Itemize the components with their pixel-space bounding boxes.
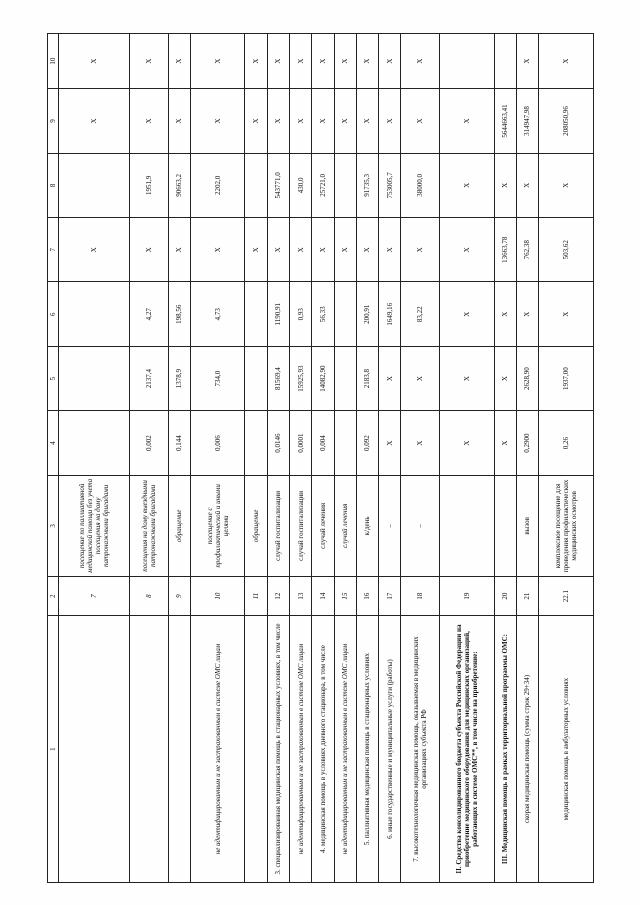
table-row [190, 34, 245, 883]
unit-cell: посещение с профилактической и иными целями [190, 475, 245, 576]
value-cell: 503,62 [539, 218, 594, 282]
unit-cell: случай лечения [312, 475, 334, 576]
value-cell: X [401, 218, 440, 282]
value-cell [334, 411, 356, 475]
header-cell: 9 [48, 89, 59, 153]
value-cell: 0,002 [130, 411, 169, 475]
unit-cell: – [379, 475, 401, 576]
value-cell: X [439, 346, 494, 410]
row-number-cell: 22.1 [539, 577, 594, 616]
value-cell: X [334, 34, 356, 89]
value-cell: 4,73 [190, 282, 245, 346]
budget-table [47, 33, 594, 883]
value-cell: 0,0146 [267, 411, 289, 475]
rotated-table-container [47, 33, 594, 883]
value-cell: X [334, 89, 356, 153]
value-cell: 5644663,41 [494, 89, 516, 153]
value-cell: 2137,4 [130, 346, 169, 410]
row-number-cell: 19 [439, 577, 494, 616]
value-cell: X [516, 282, 538, 346]
value-cell: X [59, 89, 130, 153]
value-cell: X [516, 34, 538, 89]
value-cell: X [494, 282, 516, 346]
value-cell: 38000,0 [401, 153, 440, 217]
value-cell [334, 153, 356, 217]
value-cell: X [245, 218, 267, 282]
row-name-cell: не идентифицированным и не застрахованным в системе ОМС лицам [334, 616, 356, 883]
value-cell: 1378,9 [168, 346, 190, 410]
unit-cell: обращение [245, 475, 267, 576]
value-cell [245, 282, 267, 346]
table-row [401, 34, 440, 883]
row-number-cell: 18 [401, 577, 440, 616]
value-cell: X [267, 89, 289, 153]
row-number-cell: 14 [312, 577, 334, 616]
value-cell: X [401, 89, 440, 153]
value-cell: 314947,98 [516, 89, 538, 153]
row-number-cell: 8 [130, 577, 169, 616]
row-number-cell: 13 [290, 577, 312, 616]
header-cell: 5 [48, 346, 59, 410]
unit-cell: обращение [168, 475, 190, 576]
row-name-cell: не идентифицированным и не застрахованным в системе ОМС лицам [190, 616, 245, 883]
header-row [48, 34, 59, 883]
table-row [267, 34, 289, 883]
row-number-cell: 7 [59, 577, 130, 616]
value-cell [245, 411, 267, 475]
unit-cell: вызов [516, 475, 538, 576]
value-cell: X [401, 411, 440, 475]
value-cell: 14082,90 [312, 346, 334, 410]
value-cell [59, 282, 130, 346]
row-name-cell: 3. специализированная медицинская помощь в стационарных условиях, в том числе [267, 616, 289, 883]
value-cell: X [494, 411, 516, 475]
value-cell: X [356, 34, 378, 89]
value-cell: 0,2900 [516, 411, 538, 475]
value-cell: X [379, 346, 401, 410]
value-cell: 200,91 [356, 282, 378, 346]
row-name-cell [59, 616, 130, 883]
header-cell: 10 [48, 34, 59, 89]
value-cell: 15925,93 [290, 346, 312, 410]
value-cell: X [401, 346, 440, 410]
value-cell [334, 282, 356, 346]
row-name-cell: медицинская помощь в амбулаторных условиях [539, 616, 594, 883]
value-cell: X [290, 89, 312, 153]
value-cell: X [379, 411, 401, 475]
table-row [334, 34, 356, 883]
table-row [290, 34, 312, 883]
value-cell: X [168, 218, 190, 282]
table-row [379, 34, 401, 883]
value-cell: X [312, 218, 334, 282]
table-row [539, 34, 594, 883]
row-name-cell [245, 616, 267, 883]
value-cell: X [130, 218, 169, 282]
value-cell: X [379, 34, 401, 89]
row-name-cell: 5. паллиативная медицинская помощь в стационарных условиях [356, 616, 378, 883]
value-cell: 430,0 [290, 153, 312, 217]
unit-cell: комплексное посещение для проведения профилактических медицинских осмотров [539, 475, 594, 576]
unit-cell: случай лечения [334, 475, 356, 576]
row-number-cell: 15 [334, 577, 356, 616]
value-cell: X [59, 34, 130, 89]
row-number-cell: 16 [356, 577, 378, 616]
value-cell: X [439, 218, 494, 282]
table-row [168, 34, 190, 883]
value-cell: 543771,0 [267, 153, 289, 217]
unit-cell: посещения на дому выездными патронажными бригадами [130, 475, 169, 576]
value-cell: X [439, 89, 494, 153]
value-cell: 0,0001 [290, 411, 312, 475]
value-cell: 0,004 [312, 411, 334, 475]
table-row [439, 34, 494, 883]
value-cell: X [439, 282, 494, 346]
value-cell: X [539, 34, 594, 89]
table-row [130, 34, 169, 883]
value-cell: 1649,16 [379, 282, 401, 346]
value-cell: X [245, 34, 267, 89]
value-cell [439, 34, 494, 89]
row-number-cell: 10 [190, 577, 245, 616]
value-cell: X [379, 89, 401, 153]
value-cell: X [245, 89, 267, 153]
value-cell: X [494, 346, 516, 410]
row-name-cell: скорая медицинская помощь (сумма строк 29+34) [516, 616, 538, 883]
value-cell: 753005,7 [379, 153, 401, 217]
table-body [59, 34, 594, 883]
value-cell [59, 411, 130, 475]
value-cell: 198,56 [168, 282, 190, 346]
value-cell: 208050,96 [539, 89, 594, 153]
value-cell: X [539, 153, 594, 217]
table-row [312, 34, 334, 883]
value-cell [334, 346, 356, 410]
header-cell: 6 [48, 282, 59, 346]
row-name-cell: 6. иные государственные и муниципальные услуги (работы) [379, 616, 401, 883]
value-cell: 4,27 [130, 282, 169, 346]
value-cell: 0,144 [168, 411, 190, 475]
header-cell: 2 [48, 577, 59, 616]
row-number-cell: 11 [245, 577, 267, 616]
header-cell: 7 [48, 218, 59, 282]
value-cell: X [59, 218, 130, 282]
row-name-cell: 7. высокотехнологичная медицинская помощь, оказываемая в медицинских организациях субъекта РФ [401, 616, 440, 883]
row-name-cell: не идентифицированным и не застрахованным в системе ОМС лицам [290, 616, 312, 883]
value-cell: X [494, 153, 516, 217]
header-cell: 1 [48, 616, 59, 883]
value-cell: X [168, 34, 190, 89]
value-cell: X [334, 218, 356, 282]
row-name-cell [130, 616, 169, 883]
value-cell: 0,092 [356, 411, 378, 475]
value-cell: X [539, 282, 594, 346]
row-number-cell: 21 [516, 577, 538, 616]
value-cell: 734,0 [190, 346, 245, 410]
value-cell: X [379, 218, 401, 282]
value-cell: X [130, 34, 169, 89]
row-number-cell: 12 [267, 577, 289, 616]
value-cell: X [439, 153, 494, 217]
unit-cell [494, 475, 516, 576]
value-cell: X [312, 34, 334, 89]
unit-cell: к/день [356, 475, 378, 576]
value-cell [245, 153, 267, 217]
unit-cell: – [401, 475, 440, 576]
row-number-cell: 20 [494, 577, 516, 616]
table-row [494, 34, 516, 883]
value-cell: X [130, 89, 169, 153]
row-name-cell: III. Медицинская помощь в рамках территориальной программы ОМС: [494, 616, 516, 883]
value-cell: 83,22 [401, 282, 440, 346]
value-cell [245, 346, 267, 410]
value-cell: 91735,3 [356, 153, 378, 217]
value-cell: 1951,9 [130, 153, 169, 217]
value-cell: 0,006 [190, 411, 245, 475]
table-row [245, 34, 267, 883]
value-cell: X [190, 34, 245, 89]
row-name-cell [168, 616, 190, 883]
value-cell: 0,26 [539, 411, 594, 475]
value-cell: 762,38 [516, 218, 538, 282]
row-name-cell: 4. медицинская помощь в условиях дневного стационара, в том числе [312, 616, 334, 883]
value-cell: X [356, 218, 378, 282]
value-cell: 56,33 [312, 282, 334, 346]
value-cell: 0,93 [290, 282, 312, 346]
unit-cell: случай госпитализации [290, 475, 312, 576]
value-cell: X [190, 89, 245, 153]
value-cell: 90663,2 [168, 153, 190, 217]
value-cell [59, 346, 130, 410]
value-cell: 2628,90 [516, 346, 538, 410]
value-cell: 1937,00 [539, 346, 594, 410]
value-cell: X [439, 411, 494, 475]
value-cell: 25721,0 [312, 153, 334, 217]
value-cell: X [267, 218, 289, 282]
table-row [356, 34, 378, 883]
unit-cell [439, 475, 494, 576]
value-cell: X [401, 34, 440, 89]
row-name-cell: II. Средства консолидированного бюджета субъекта Российской Федерации на приобретение медицинского оборудования для медицинских организаций, работающих в системе ОМС**, в том числе на приобретение: [439, 616, 494, 883]
value-cell: 13663,78 [494, 218, 516, 282]
value-cell: 2202,0 [190, 153, 245, 217]
value-cell [494, 34, 516, 89]
value-cell: X [290, 218, 312, 282]
table-row [59, 34, 130, 883]
value-cell: 1190,91 [267, 282, 289, 346]
value-cell: X [190, 218, 245, 282]
header-cell: 3 [48, 475, 59, 576]
table-row [516, 34, 538, 883]
value-cell: X [356, 89, 378, 153]
row-number-cell: 17 [379, 577, 401, 616]
unit-cell: случай госпитализации [267, 475, 289, 576]
row-number-cell: 9 [168, 577, 190, 616]
value-cell: X [312, 89, 334, 153]
value-cell: 81569,4 [267, 346, 289, 410]
value-cell: X [267, 34, 289, 89]
value-cell [59, 153, 130, 217]
header-cell: 4 [48, 411, 59, 475]
value-cell: X [516, 153, 538, 217]
unit-cell: посещение по паллиативной медицинской помощи без учета посещения на дому патронажными бригадами [59, 475, 130, 576]
value-cell: X [290, 34, 312, 89]
value-cell: 2183,8 [356, 346, 378, 410]
value-cell: X [168, 89, 190, 153]
header-cell: 8 [48, 153, 59, 217]
